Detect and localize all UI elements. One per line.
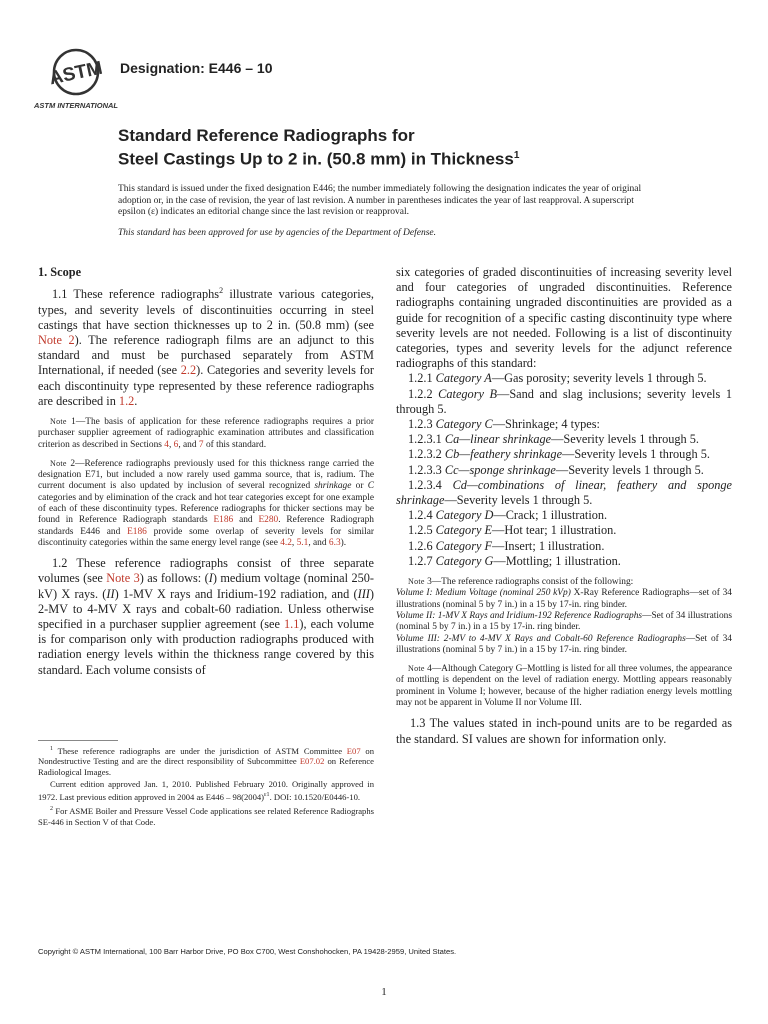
list-item-description: —Insert; 1 illustration. <box>492 538 605 553</box>
list-item-number: 1.2.4 <box>408 508 436 523</box>
list-item-number: 1.2.3.2 <box>408 447 445 462</box>
link-e07[interactable]: E07 <box>346 745 361 756</box>
footnote-1-edition: Current edition approved Jan. 1, 2010. Published February 2010. Originally approved in 1972. Last previous edition approved in 2004 as $E446 - 98(2004)^{\varepsilon 1}$. DOI: 10.1520/E0446-10. <box>38 779 374 802</box>
astm-logo-mark <box>33 44 119 112</box>
link-2-2[interactable]: 2.2 <box>180 363 197 378</box>
list-item <box>396 523 732 538</box>
link-1-2[interactable]: 1.2 <box>118 393 135 408</box>
svg-text:ASTM INTERNATIONAL: ASTM INTERNATIONAL <box>33 101 119 110</box>
document-title <box>118 126 519 170</box>
svg-text:ASTM: ASTM <box>47 57 105 90</box>
list-item-description: —Shrinkage; 4 types: <box>492 417 600 432</box>
link-section-7[interactable]: 7 <box>198 439 204 450</box>
note-1: Note 1—The basis of application for these reference radiographs requires a prior purchaser supplier agreement of radiographic examination attributes and classification criterion as described in Sections 4, 6, and 7 of this standard. <box>38 416 374 450</box>
note-4: Note 4—Although Category G–Mottling is listed for all three volumes, the appearance of mottling is dependent on the level of radiation energy. Mottling appears reasonably prominent in Volume I; however, because of the higher radiation energy levels mottling may not be apparent in Volume II nor Volume III. <box>396 664 732 709</box>
list-item <box>396 478 732 508</box>
list-item-number: 1.2.3.1 <box>408 432 445 447</box>
list-item <box>396 432 732 447</box>
list-item <box>396 417 732 432</box>
list-item-description: —Mottling; 1 illustration. <box>493 553 621 568</box>
list-item-description: —Gas porosity; severity levels 1 through 5. <box>491 371 707 386</box>
note-2: Note 2—Reference radiographs previously used for this thickness range carried the designation E71, but included a now rarely used gamma source, that is, radium. The current document is also updated by inclusion of several recognized shrinkage or C categories and by elimination of the crack and hot tear categories except for one example of each of these discontinuity types. Reference radiographs for thicker sections may be found in Reference Radiograph standards E186 and E280. Reference Radiograph standards E446 and E186 provide some overlap of severity levels for similar discontinuity categories within the same energy level range (see 4.2, 5.1, and 6.3). <box>38 458 374 548</box>
list-item-name: Category F <box>435 538 493 553</box>
list-item-name: Category G <box>435 553 494 568</box>
list-item <box>396 554 732 569</box>
link-e280[interactable]: E280 <box>258 515 279 526</box>
designation: Designation: E446 – 10 <box>120 60 273 76</box>
list-item-description: —Sand and slag inclusions; severity levels 1 through 5. <box>396 386 732 416</box>
list-item <box>396 539 732 554</box>
list-item <box>396 447 732 462</box>
paragraph-1-1: 1.1 These reference radiographs$^2$ illustrate various categories, types, and severity levels of discontinuities occurring in steel castings that have section thicknesses up to 2 in. (50.8 mm) (see Note 2). The reference radiograph films are an adjunct to this standard and must be purchased separately from ASTM International, if needed (see 2.2). Categories and severity levels for each discontinuity type represented by these reference radiographs are described in 1.2. <box>38 286 374 408</box>
astm-logo <box>33 44 119 112</box>
link-e186[interactable]: E186 <box>213 515 234 526</box>
footnote-divider <box>38 740 118 741</box>
list-item-name: Category B <box>438 386 498 401</box>
list-item <box>396 463 732 478</box>
title-line-2: Steel Castings Up to 2 in. (50.8 mm) in Thickness$^1$ <box>118 149 520 169</box>
list-item-name: Ca—linear shrinkage <box>444 432 552 447</box>
link-4-2[interactable]: 4.2 <box>280 537 292 548</box>
note-3: Note 3—The reference radiographs consist of the following: Volume I: Medium Voltage (nominal 250 kVp) X-Ray Reference Radiographs—set of 34 illustrations (nominal 5 by 7 in.) in a 15 by 17-in. ring binder. Volume II: 1-MV X Rays and Iridium-192 Reference Radiographs—Set of 34 illustrations (nominal 5 by 7 in.) in a 15 by 17-in. ring binder. Volume III: 2-MV to 4-MV X Rays and Cobalt-60 Reference Radiographs—Set of 34 illustrations (nominal 5 by 7 in.) in a 15 by 17-in. ring binder. <box>396 577 733 655</box>
list-item-number: 1.2.3.3 <box>408 462 445 477</box>
list-item <box>396 371 732 386</box>
list-item-description: —Severity levels 1 through 5. <box>444 493 593 508</box>
right-column <box>396 265 732 747</box>
paragraph-1-2-tail: ), each volume is for comparison only with production radiographs produced with radiation energy levels within the thickness range covered by this standard. Each volume consists of <box>38 617 374 677</box>
list-item-name: Category E <box>435 523 493 538</box>
paragraph-1-2: 1.2 These reference radiographs consist of three separate volumes (see Note 3) as follows: (I) medium voltage (nominal 250-kV) X rays. (II) 1-MV X rays and Iridium-192 radiation, and (III) 2-MV to 4-MV X rays and cobalt-60 radiation. Unless otherwise specified in a purchaser supplier agreement (see 1.1), each volume is for comparison only with production radiographs produced with radiation energy levels within the thickness range covered by this standard. Each volume consists of <box>38 556 374 677</box>
list-item-description: —Severity levels 1 through 5. <box>555 462 704 477</box>
list-item-number: 1.2.1 <box>408 371 436 386</box>
paragraph-1-3: 1.3 The values stated in inch-pound units are to be regarded as the standard. SI values are shown for information only. <box>396 716 732 746</box>
footnote-2: $^2$ For ASME Boiler and Pressure Vessel Code applications see related Reference Radiographs SE-446 in Section V of that Code. <box>38 806 374 827</box>
link-section-6[interactable]: 6 <box>173 439 179 450</box>
link-6-3[interactable]: 6.3 <box>328 537 341 548</box>
list-item-number: 1.2.5 <box>408 523 436 538</box>
section-heading-scope: 1. Scope <box>38 265 82 279</box>
list-item <box>396 387 732 417</box>
footnote-1: $^1$ These reference radiographs are under the jurisdiction of ASTM Committee E07 on Nondestructive Testing and are the direct responsibility of Subcommittee E07.02 on Reference Radiological Images. <box>38 745 374 777</box>
list-item-name: Category A <box>435 371 492 386</box>
list-item <box>396 508 732 523</box>
link-e186-2[interactable]: E186 <box>127 526 147 537</box>
left-column <box>38 265 374 678</box>
list-item-description: —Crack; 1 illustration. <box>493 508 608 523</box>
copyright: Copyright © ASTM International, 100 Barr Harbor Drive, PO Box C700, West Conshohocken, PA 19428-2959, United States. <box>38 947 457 956</box>
dod-approval-statement: This standard has been approved for use by agencies of the Department of Defense. <box>118 228 437 238</box>
title-line-1: Standard Reference Radiographs for <box>118 126 415 145</box>
list-item-description: —Severity levels 1 through 5. <box>551 432 700 447</box>
list-item-number: 1.2.6 <box>408 538 436 553</box>
list-item-name: Cd—combinations of linear, feathery and sponge shrinkage <box>396 477 733 508</box>
category-list <box>396 371 732 569</box>
link-note-2[interactable]: Note 2 <box>38 332 75 347</box>
list-item-name: Category C <box>435 417 493 432</box>
list-item-number: 1.2.7 <box>408 553 436 568</box>
list-item-name: Cb—feathery shrinkage <box>444 447 563 462</box>
list-item-number: 1.2.3 <box>408 417 436 432</box>
link-1-1[interactable]: 1.1 <box>284 617 300 631</box>
title-footnote-mark: 1 <box>513 150 520 161</box>
list-item-name: Category D <box>435 508 494 523</box>
link-5-1[interactable]: 5.1 <box>296 537 309 548</box>
paragraph-1-2-continued: six categories of graded discontinuities of increasing severity level and four categories of ungraded discontinuities. Reference radiographs containing ungraded discontinuities are provided as a guide for recognition of a specific casting discontinuity type where severity levels are not needed. Following is a list of discontinuity categories, types and severity levels for the adjunct reference radiographs of this standard: <box>396 265 732 371</box>
list-item-number: 1.2.2 <box>408 386 439 401</box>
list-item-number: 1.2.3.4 <box>408 477 453 492</box>
link-section-4[interactable]: 4 <box>164 439 169 450</box>
link-e07-02[interactable]: E07.02 <box>299 756 325 767</box>
list-item-description: —Hot tear; 1 illustration. <box>492 523 617 538</box>
page-number: 1 <box>381 986 387 998</box>
footnotes <box>38 744 374 829</box>
issuance-statement: This standard is issued under the fixed designation E446; the number immediately following the designation indicates the year of original adoption or, in the case of revision, the year of last revision. A number in parentheses indicates the year of last reapproval. A superscript epsilon (ε) indicates an editorial change since the last revision or reapproval. <box>118 184 642 217</box>
list-item-description: —Severity levels 1 through 5. <box>562 447 710 462</box>
list-item-name: Cc—sponge shrinkage <box>444 462 556 477</box>
link-note-3[interactable]: Note 3 <box>106 571 140 586</box>
